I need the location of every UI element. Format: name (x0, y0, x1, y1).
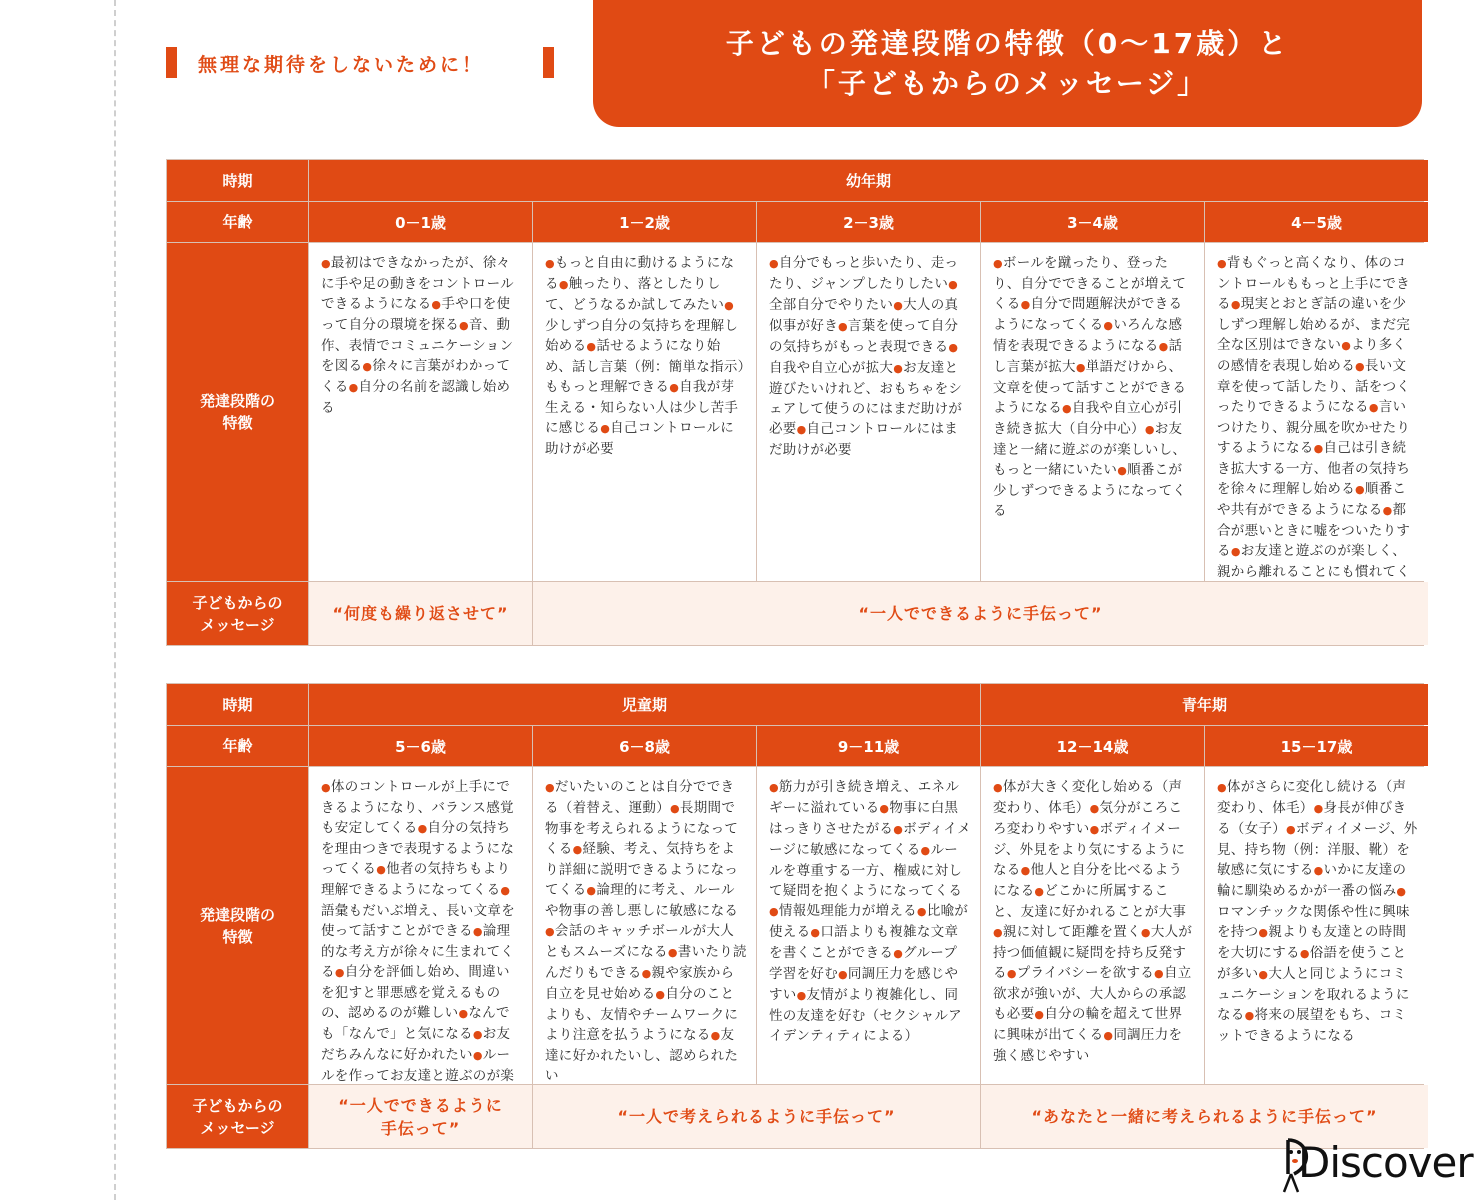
title-line-1: 子どもの発達段階の特徴（0〜17歳）と (725, 27, 1290, 60)
message-label-line-2: メッセージ (200, 615, 275, 634)
bullet-icon: ● (724, 299, 735, 312)
bullet-icon: ● (417, 822, 428, 835)
features-cell (533, 243, 756, 581)
feature-item: ボディイメージに敏感になってくる (769, 821, 971, 858)
feature-item: 筋力が引き続き増え、エネルギーに溢れている (769, 779, 960, 816)
feature-item: 音、動作、表情でコミュニケーションを図る (321, 317, 514, 374)
child-message-line-2: 手伝って” (380, 1118, 461, 1138)
feature-item: 気分がころころ変わりやすい (993, 800, 1183, 837)
bullet-icon: ● (1144, 423, 1155, 436)
bullet-icon: ● (1230, 298, 1241, 311)
child-message: “何度も繰り返させて” (309, 582, 532, 645)
feature-item: 言いつけたり、親分風を吹かせたりするようになる (1217, 399, 1411, 456)
bullet-icon: ● (472, 1028, 483, 1041)
bullet-icon: ● (1313, 802, 1324, 815)
bullet-icon: ● (1258, 926, 1269, 939)
feature-item: 身長が伸びきる（女子） (1217, 800, 1407, 837)
bullet-icon: ● (545, 781, 555, 794)
bullet-icon: ● (1217, 257, 1227, 270)
bullet-icon: ● (459, 319, 469, 332)
features-cell (533, 767, 756, 1084)
feature-item: 言葉を使って自分の気持ちがもっと表現できる (769, 318, 959, 355)
feature-item: 物事に白黒はっきりさせたがる (769, 800, 959, 837)
feature-item: 論理的に考え、ルールや物事の善し悪しに敏感になる (545, 882, 739, 919)
features-label-line-1: 発達段階の (199, 905, 275, 924)
feature-item: 触ったり、落としたりして、どうなるか試してみたい (545, 276, 725, 313)
feature-item: 自我や自立心が引き続き拡大（自分中心） (993, 400, 1183, 437)
feature-item: 俗語を使うことが多い (1217, 945, 1407, 982)
bullet-icon: ● (1034, 1008, 1045, 1021)
age-header: 6－8歳 (533, 726, 756, 766)
child-message: “あなたと一緒に考えられるように手伝って” (981, 1085, 1428, 1148)
bullet-icon: ● (1158, 340, 1169, 353)
period-infancy: 幼年期 (309, 160, 1428, 201)
bullet-icon: ● (1313, 442, 1324, 455)
feature-item: 親よりも友達との時間を大切にする (1217, 924, 1407, 961)
bullet-icon: ● (710, 1029, 721, 1042)
feature-item: 長期間で物事を考えられるようになってくる (545, 800, 739, 857)
feature-item: ボディイメージ、外見、持ち物（例：洋服、靴）を敏感に気にする (1217, 821, 1418, 878)
bullet-icon: ● (1286, 823, 1296, 836)
feature-item: 背もぐっと高くなり、体のコントロールももっと上手にできる (1217, 255, 1410, 312)
feature-item: 親や家族から自立を見せ始める (545, 965, 735, 1002)
features-cell (757, 243, 980, 581)
message-label-line-1: 子どもからの (192, 1096, 283, 1115)
bullet-icon: ● (545, 257, 555, 270)
features-cell (309, 243, 532, 581)
child-message: “一人でできるように手伝って” (533, 582, 1428, 645)
feature-item: 自分でもっと歩いたり、走ったり、ジャンプしたりしたい (769, 255, 959, 292)
message-row-label (167, 1085, 308, 1148)
bullet-icon: ● (838, 968, 848, 981)
bullet-icon: ● (667, 946, 678, 959)
feature-item: 現実とおとぎ話の違いを少しずつ理解し始めるが、まだ完全な区別はできない (1217, 296, 1411, 353)
age-row-label: 年齢 (167, 726, 308, 766)
message-label-line-1: 子どもからの (192, 593, 283, 612)
feature-item: 全部自分でやりたい (769, 297, 894, 313)
bullet-icon: ● (348, 381, 359, 394)
features-label-line-2: 特徴 (222, 414, 253, 432)
feature-item: 同調圧力を強く感じやすい (993, 1027, 1183, 1064)
bullet-icon: ● (1217, 781, 1227, 794)
bullet-icon: ● (1034, 885, 1045, 898)
bullet-icon: ● (1355, 360, 1365, 373)
bullet-icon: ● (993, 781, 1003, 794)
bullet-icon: ● (655, 988, 666, 1001)
feature-item: 書いたり読んだりもできる (545, 944, 747, 981)
feature-item: 他者の気持ちもより理解できるようになってくる (321, 861, 511, 898)
bullet-icon: ● (669, 381, 680, 394)
bullet-icon: ● (916, 905, 927, 918)
feature-item: 同調圧力を感じやすい (769, 966, 959, 1003)
bullet-icon: ● (1230, 545, 1241, 558)
bullet-icon: ● (458, 1007, 469, 1020)
bullet-icon: ● (586, 340, 597, 353)
feature-item: どこかに所属すること、友達に好かれることが大事 (993, 883, 1187, 920)
feature-item: 自分の名前を認識し始める (321, 379, 511, 416)
features-cell (1205, 767, 1428, 1084)
bullet-icon: ● (1006, 967, 1017, 980)
features-row-label (167, 243, 308, 581)
child-message (309, 1085, 532, 1148)
feature-item: 自己コントロールにはまだ助けが必要 (769, 421, 959, 458)
feature-item: 長い文章を使って話したり、話をつくったりできるようになる (1217, 358, 1411, 415)
table-infancy (166, 159, 1424, 646)
bullet-icon: ● (838, 320, 848, 333)
feature-item: 他人と自分を比べるようになる (993, 862, 1183, 899)
bullet-icon: ● (1140, 926, 1151, 939)
feature-item: 自己は引き続き拡大する一方、他者の気持ちを徐々に理解し始める (1217, 440, 1411, 497)
bullet-icon: ● (920, 844, 931, 857)
feature-item: お友達と遊ぶのが楽しく、親から離れることにも慣れてく (1217, 543, 1411, 580)
age-header: 12－14歳 (981, 726, 1204, 766)
feature-item: 大人の真似事が好き (769, 297, 959, 334)
feature-item: より多くの感情を表現し始める (1217, 337, 1407, 374)
bullet-icon: ● (810, 926, 821, 939)
feature-item: もっと自由に動けるようになる (545, 255, 735, 292)
age-header: 1－2歳 (533, 202, 756, 242)
features-label-line-2: 特徴 (222, 927, 253, 946)
feature-item: ロマンチックな関係や性に興味を持つ (1217, 904, 1410, 940)
bullet-icon: ● (1154, 967, 1164, 980)
age-header: 3－4歳 (981, 202, 1204, 242)
feature-item: お友だちみんなに好かれたい (321, 1026, 511, 1063)
feature-item: 自分のことよりも、友情やチームワークにより注意を払うようになる (545, 986, 739, 1043)
bullet-icon: ● (472, 925, 483, 938)
table-childhood-youth (166, 683, 1424, 1149)
feature-item: 順番こが少しずつできるようになってくる (993, 462, 1187, 519)
bullet-icon: ● (641, 967, 652, 980)
feature-item: ボディイメージ、外見をより気にするようになる (993, 821, 1186, 878)
feature-item: ボールを蹴ったり、登ったり、自分でできることが増えてくる (993, 255, 1187, 312)
feature-item: 大人と同じようにコミュニケーションを取れるようになる (1217, 966, 1410, 1023)
feature-item: お友達と一緒に遊ぶのが楽しいし、もっと一緒にいたい (993, 421, 1187, 478)
bullet-icon: ● (1103, 319, 1114, 332)
feature-item: 順番こや共有ができるようになる (1217, 481, 1407, 518)
bullet-icon: ● (572, 843, 583, 856)
bullet-icon: ● (1368, 401, 1379, 414)
bullet-icon: ● (893, 362, 904, 375)
bullet-icon: ● (545, 925, 555, 938)
period-row-label: 時期 (167, 684, 308, 725)
subtitle-right-bar (543, 47, 554, 78)
features-cell (981, 767, 1204, 1084)
bullet-icon: ● (1117, 464, 1128, 477)
dashed-margin-line (114, 0, 116, 1200)
feature-item: 自分の気持ちを理由つきで表現するようになってくる (321, 820, 515, 877)
child-message-line-1: “一人でできるように (338, 1095, 503, 1115)
feature-item: 将来の展望をもち、コミットできるようになる (1217, 1007, 1407, 1044)
bullet-icon: ● (893, 299, 904, 312)
features-label-line-1: 発達段階の (199, 392, 275, 410)
title-line-2: 「子どもからのメッセージ」 (806, 67, 1209, 100)
bullet-icon: ● (796, 423, 807, 436)
feature-item: 体のコントロールが上手にできるようになり、バランス感覚も安定してくる (321, 779, 514, 836)
age-header: 4－5歳 (1205, 202, 1428, 242)
feature-item: 話せるようになり始め、話し言葉（例：簡単な指示）ももっと理解できる (545, 338, 745, 395)
bullet-icon: ● (431, 298, 442, 311)
bullet-icon: ● (993, 257, 1003, 270)
feature-item: グループ学習を好む (769, 945, 958, 982)
message-row-label (167, 582, 308, 645)
bullet-icon: ● (586, 884, 597, 897)
feature-item: 情報処理能力が増える (778, 903, 917, 919)
bullet-icon: ● (1313, 864, 1324, 877)
bullet-icon: ● (376, 863, 387, 876)
subtitle: 無理な期待をしないために！ (198, 54, 485, 76)
bullet-icon: ● (1089, 802, 1100, 815)
feature-item: 自分の輪を超えて世界に興味が出てくる (993, 1006, 1183, 1043)
bullet-icon: ● (1258, 968, 1269, 981)
feature-item: 自分で問題解決ができるようになってくる (993, 296, 1183, 333)
feature-item: 徐々に言葉がわかってくる (321, 358, 511, 395)
bullet-icon: ● (1355, 483, 1365, 496)
feature-item: ルールを作ってお友達と遊ぶのが楽 (321, 1047, 515, 1084)
feature-item: 自己コントロールに助けが必要 (545, 420, 735, 457)
bullet-icon: ● (321, 257, 331, 270)
feature-item: 体がさらに変化し続ける（声変わり、体毛） (1217, 779, 1407, 816)
feature-item: なんでも「なんで」と気になる (321, 1005, 510, 1042)
child-message: “一人で考えられるように手伝って” (533, 1085, 980, 1148)
subtitle-left-bar (166, 47, 177, 78)
title-box (593, 0, 1422, 127)
bullet-icon: ● (893, 823, 904, 836)
period-childhood: 児童期 (309, 684, 980, 725)
bullet-icon: ● (769, 905, 779, 918)
bullet-icon: ● (1103, 1029, 1114, 1042)
bullet-icon: ● (362, 360, 373, 373)
logo-text: Discover (1298, 1138, 1473, 1187)
feature-item: 最初はできなかったが、徐々に手や足の動きをコントロールできるようになる (321, 255, 514, 312)
features-cell (981, 243, 1204, 581)
period-row-label: 時期 (167, 160, 308, 201)
feature-item: ルールを尊重する一方、権威に対して疑問を抱くようになってくる (769, 842, 963, 899)
bullet-icon: ● (670, 802, 680, 815)
bullet-icon: ● (1341, 339, 1352, 352)
bullet-icon: ● (472, 1049, 483, 1062)
bullet-icon: ● (334, 966, 345, 979)
age-header: 9－11歳 (757, 726, 980, 766)
bullet-icon: ● (1062, 402, 1072, 415)
bullet-icon: ● (1089, 823, 1100, 836)
feature-item: 友達に好かれたいし、認められたい (545, 1027, 739, 1084)
message-label-line-2: メッセージ (200, 1118, 275, 1137)
feature-item: 口語よりも複雑な文章を書くことができる (769, 924, 959, 961)
features-cell (1205, 243, 1428, 581)
feature-item: だいたいのことは自分でできる（着替え、運動） (545, 779, 735, 816)
bullet-icon: ● (993, 926, 1003, 939)
bullet-icon: ● (1020, 298, 1031, 311)
feature-item: 友情がより複雑化し、同性の友達を好む（セクシャルアイデンティティによる） (769, 987, 962, 1044)
bullet-icon: ● (600, 422, 611, 435)
period-youth: 青年期 (981, 684, 1428, 725)
bullet-icon: ● (1299, 947, 1310, 960)
bullet-icon: ● (500, 884, 511, 897)
feature-item: 自我や自立心が拡大 (769, 360, 894, 376)
feature-item: 論理的な考え方が徐々に生まれてくる (321, 923, 515, 980)
feature-item: 手や口を使って自分の環境を探る (321, 296, 511, 333)
bullet-icon: ● (1396, 885, 1407, 898)
bullet-icon: ● (1020, 864, 1031, 877)
feature-item: 話し言葉が拡大 (993, 338, 1183, 375)
feature-item: いろんな感情を表現できるようになる (993, 317, 1183, 354)
age-row-label: 年齢 (167, 202, 308, 242)
bullet-icon: ● (879, 802, 890, 815)
bullet-icon: ● (769, 257, 779, 270)
feature-item: 語彙もだいぶ増え、長い文章を使って話すことができる (321, 903, 516, 939)
feature-item: お友達と遊びたいけれど、おもちゃをシェアして使うのにはまだ助けが必要 (769, 360, 963, 437)
feature-item: 単語だけから、文章を使って話すことができるようになる (993, 359, 1187, 416)
feature-item: 自分を評価し始め、間違いを犯すと罪悪感を覚えるものの、認めるのが難しい (321, 964, 510, 1021)
age-header: 5－6歳 (309, 726, 532, 766)
bullet-icon: ● (321, 781, 331, 794)
discover-logo (1274, 1130, 1473, 1200)
bullet-icon: ● (893, 947, 904, 960)
feature-item: 大人が持つ価値観に疑問を持ち反発する (993, 924, 1193, 981)
age-header: 2－3歳 (757, 202, 980, 242)
features-cell (757, 767, 980, 1084)
age-header: 0－1歳 (309, 202, 532, 242)
feature-item: 親に対して距離を置く (1002, 924, 1141, 940)
features-cell (309, 767, 532, 1084)
feature-item: 経験、考え、気持ちをより詳細に説明できるようになってくる (545, 841, 739, 898)
feature-item: 少しずつ自分の気持ちを理解し始める (545, 318, 739, 354)
feature-item: プライバシーを欲する (1016, 965, 1155, 981)
age-header: 15－17歳 (1205, 726, 1428, 766)
features-row-label (167, 767, 308, 1084)
bullet-icon: ● (948, 341, 959, 354)
feature-item: 会話のキャッチボールが大人ともスムーズになる (545, 923, 735, 960)
bullet-icon: ● (948, 278, 959, 291)
bullet-icon: ● (558, 278, 569, 291)
bullet-icon: ● (1382, 504, 1393, 517)
feature-item: 自我が芽生える・知らない人は少し苦手に感じる (545, 379, 739, 436)
bullet-icon: ● (1244, 1009, 1255, 1022)
feature-item: いかに友達の輪に馴染めるかが一番の悩み (1217, 862, 1407, 899)
feature-item: 比喩が使える (769, 903, 969, 940)
bullet-icon: ● (796, 989, 807, 1002)
feature-item: 都合が悪いときに嘘をついたりする (1217, 502, 1411, 559)
bullet-icon: ● (769, 781, 779, 794)
bullet-icon: ● (1075, 361, 1086, 374)
feature-item: 体が大きく変化し始める（声変わり、体毛） (993, 779, 1183, 816)
feature-item: 自立欲求が強いが、大人からの承認も必要 (993, 965, 1192, 1022)
